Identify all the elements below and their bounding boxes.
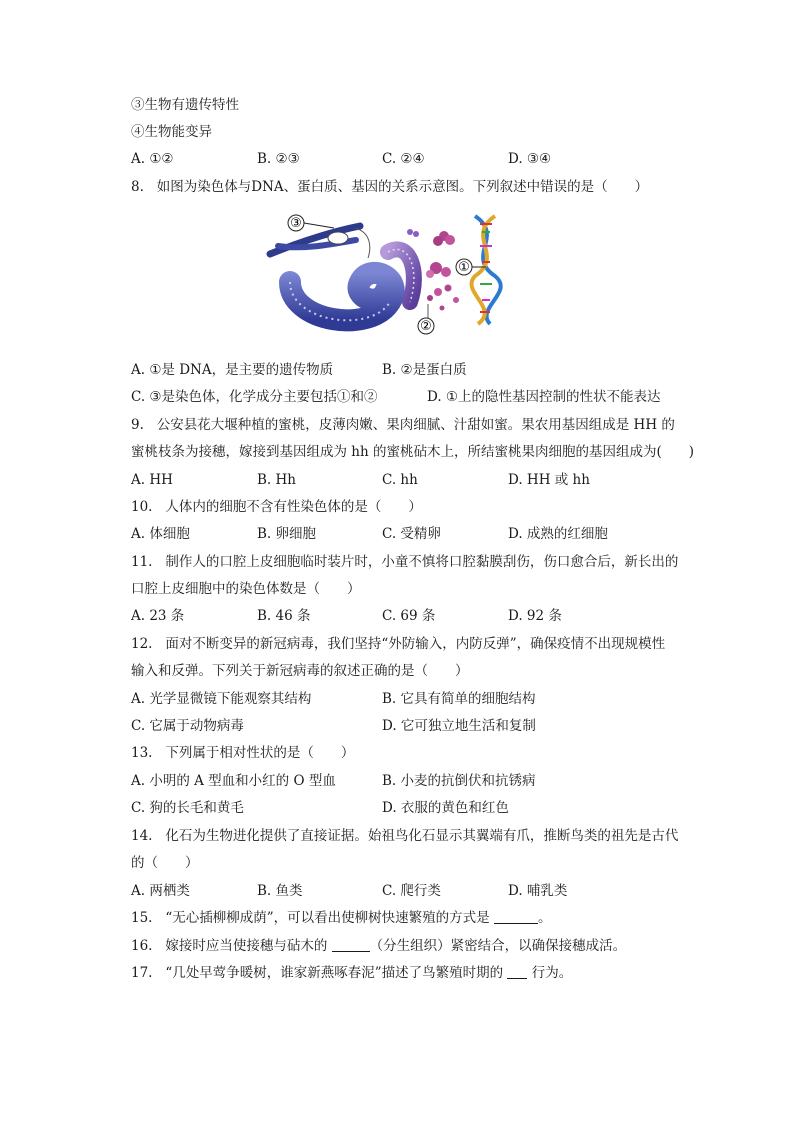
answer-blank[interactable]: [507, 964, 527, 979]
q11-option-b: B. 46 条: [257, 608, 311, 624]
answer-blank[interactable]: [332, 937, 370, 952]
prev-option-a: A. ①②: [131, 151, 174, 167]
q12-option-a: A. 光学显微镜下能观察其结构: [131, 691, 312, 707]
question-number: 16.: [131, 938, 153, 954]
question-number: 14.: [131, 828, 153, 844]
q14-option-c: C. 爬行类: [382, 883, 441, 899]
chromosome-icon: [270, 226, 360, 254]
question-stem: 如图为染色体与DNA、蛋白质、基因的关系示意图。下列叙述中错误的是（ ）: [156, 179, 649, 195]
question-number: 10.: [131, 499, 153, 515]
question-9-line-2: 蜜桃枝条为接穗，嫁接到基因组成为 hh 的蜜桃砧木上，所结蜜桃果肉细胞的基因组成为( ): [131, 444, 695, 460]
statement-4: ④生物能变异: [131, 124, 212, 140]
answer-blank[interactable]: [494, 909, 538, 924]
statement-3: ③生物有遗传特性: [131, 97, 239, 113]
question-stem-line-1: 制作人的口腔上皮细胞临时装片时，小童不慎将口腔黏膜刮伤，伤口愈合后，新长出的: [165, 554, 679, 570]
question-stem-line-1: 面对不断变异的新冠病毒，我们坚持“外防输入，内防反弹”，确保疫情不出现规模性: [165, 636, 666, 652]
q11-option-d: D. 92 条: [508, 608, 562, 624]
prev-option-c: C. ②④: [382, 151, 425, 167]
q8-option-d: D. ①上的隐性基因控制的性状不能表达: [427, 389, 661, 405]
figure-label-2: ②: [420, 319, 432, 334]
question-number: 12.: [131, 636, 153, 652]
question-13: [131, 743, 354, 763]
prev-option-d: D. ③④: [508, 151, 552, 167]
q8-option-a: A. ①是 DNA，是主要的遗传物质: [131, 362, 334, 378]
question-12: [131, 634, 665, 654]
question-number: 8.: [131, 179, 144, 195]
q9-option-b: B. Hh: [257, 472, 296, 488]
q13-option-a: A. 小明的 A 型血和小红的 O 型血: [131, 773, 336, 789]
question-number: 13.: [131, 745, 153, 761]
question-stem-line-1: 化石为生物进化提供了直接证据。始祖鸟化石显示其翼端有爪，推断鸟类的祖先是古代: [165, 828, 679, 844]
q14-option-d: D. 哺乳类: [508, 883, 568, 899]
chromosome-dna-figure: [260, 212, 506, 338]
question-14-line-2: 的（ ）: [131, 855, 199, 871]
q9-option-a: A. HH: [131, 472, 173, 488]
question-stem: “几处早莺争暖树，谁家新燕啄春泥”描述了鸟繁殖时期的: [165, 965, 504, 981]
question-stem-end: （分生组织）紧密结合，以确保接穗成活。: [369, 938, 627, 954]
figure-label-3: ③: [290, 216, 302, 231]
question-10: [131, 497, 422, 517]
q11-option-a: A. 23 条: [131, 608, 185, 624]
question-11-line-2: 口腔上皮细胞中的染色体数是（ ）: [131, 581, 361, 597]
q10-option-c: C. 受精卵: [382, 526, 441, 542]
q12-option-b: B. 它具有简单的细胞结构: [382, 691, 536, 707]
q8-option-c: C. ③是染色体，化学成分主要包括①和②: [131, 389, 378, 405]
question-number: 15.: [131, 910, 153, 926]
q14-option-b: B. 鱼类: [257, 883, 303, 899]
question-14: [131, 826, 678, 846]
question-number: 11.: [131, 554, 153, 570]
question-number: 9.: [131, 417, 144, 433]
question-15: [131, 908, 551, 928]
q10-option-a: A. 体细胞: [131, 526, 190, 542]
question-stem-end: 。: [537, 910, 552, 926]
q13-option-c: C. 狗的长毛和黄毛: [131, 800, 244, 816]
figure-label-1: ①: [458, 260, 470, 275]
q8-option-b: B. ②是蛋白质: [382, 362, 467, 378]
question-number: 17.: [131, 965, 153, 981]
question-9: [131, 415, 675, 435]
question-16: [131, 936, 626, 956]
question-stem: 下列属于相对性状的是（ ）: [165, 745, 355, 761]
question-stem: 嫁接时应当使接穗与砧木的: [165, 938, 328, 954]
q12-option-d: D. 它可独立地生活和复制: [382, 718, 536, 734]
q13-option-b: B. 小麦的抗倒伏和抗锈病: [382, 773, 536, 789]
q11-option-c: C. 69 条: [382, 608, 436, 624]
q13-option-d: D. 衣服的黄色和红色: [382, 800, 509, 816]
q9-option-c: C. hh: [382, 472, 418, 488]
question-stem-line-1: 公安县花大堰种植的蜜桃，皮薄肉嫩、果肉细腻、汁甜如蜜。果农用基因组成是 HH 的: [156, 417, 675, 433]
question-8: [131, 177, 648, 197]
protein-beads-icon: [426, 231, 459, 320]
prev-option-b: B. ②③: [257, 151, 300, 167]
dna-helix-icon: [472, 216, 501, 324]
question-stem-end: 行为。: [531, 965, 573, 981]
q12-option-c: C. 它属于动物病毒: [131, 718, 244, 734]
question-stem: “无心插柳柳成荫”，可以看出使柳树快速繁殖的方式是: [165, 910, 490, 926]
q10-option-d: D. 成熟的红细胞: [508, 526, 608, 542]
question-11: [131, 552, 678, 572]
q10-option-b: B. 卵细胞: [257, 526, 317, 542]
question-17: [131, 963, 572, 983]
question-12-line-2: 输入和反弹。下列关于新冠病毒的叙述正确的是（ ）: [131, 663, 469, 679]
question-stem: 人体内的细胞不含有性染色体的是（ ）: [165, 499, 422, 515]
q9-option-d: D. HH 或 hh: [508, 472, 590, 488]
q14-option-a: A. 两栖类: [131, 883, 190, 899]
